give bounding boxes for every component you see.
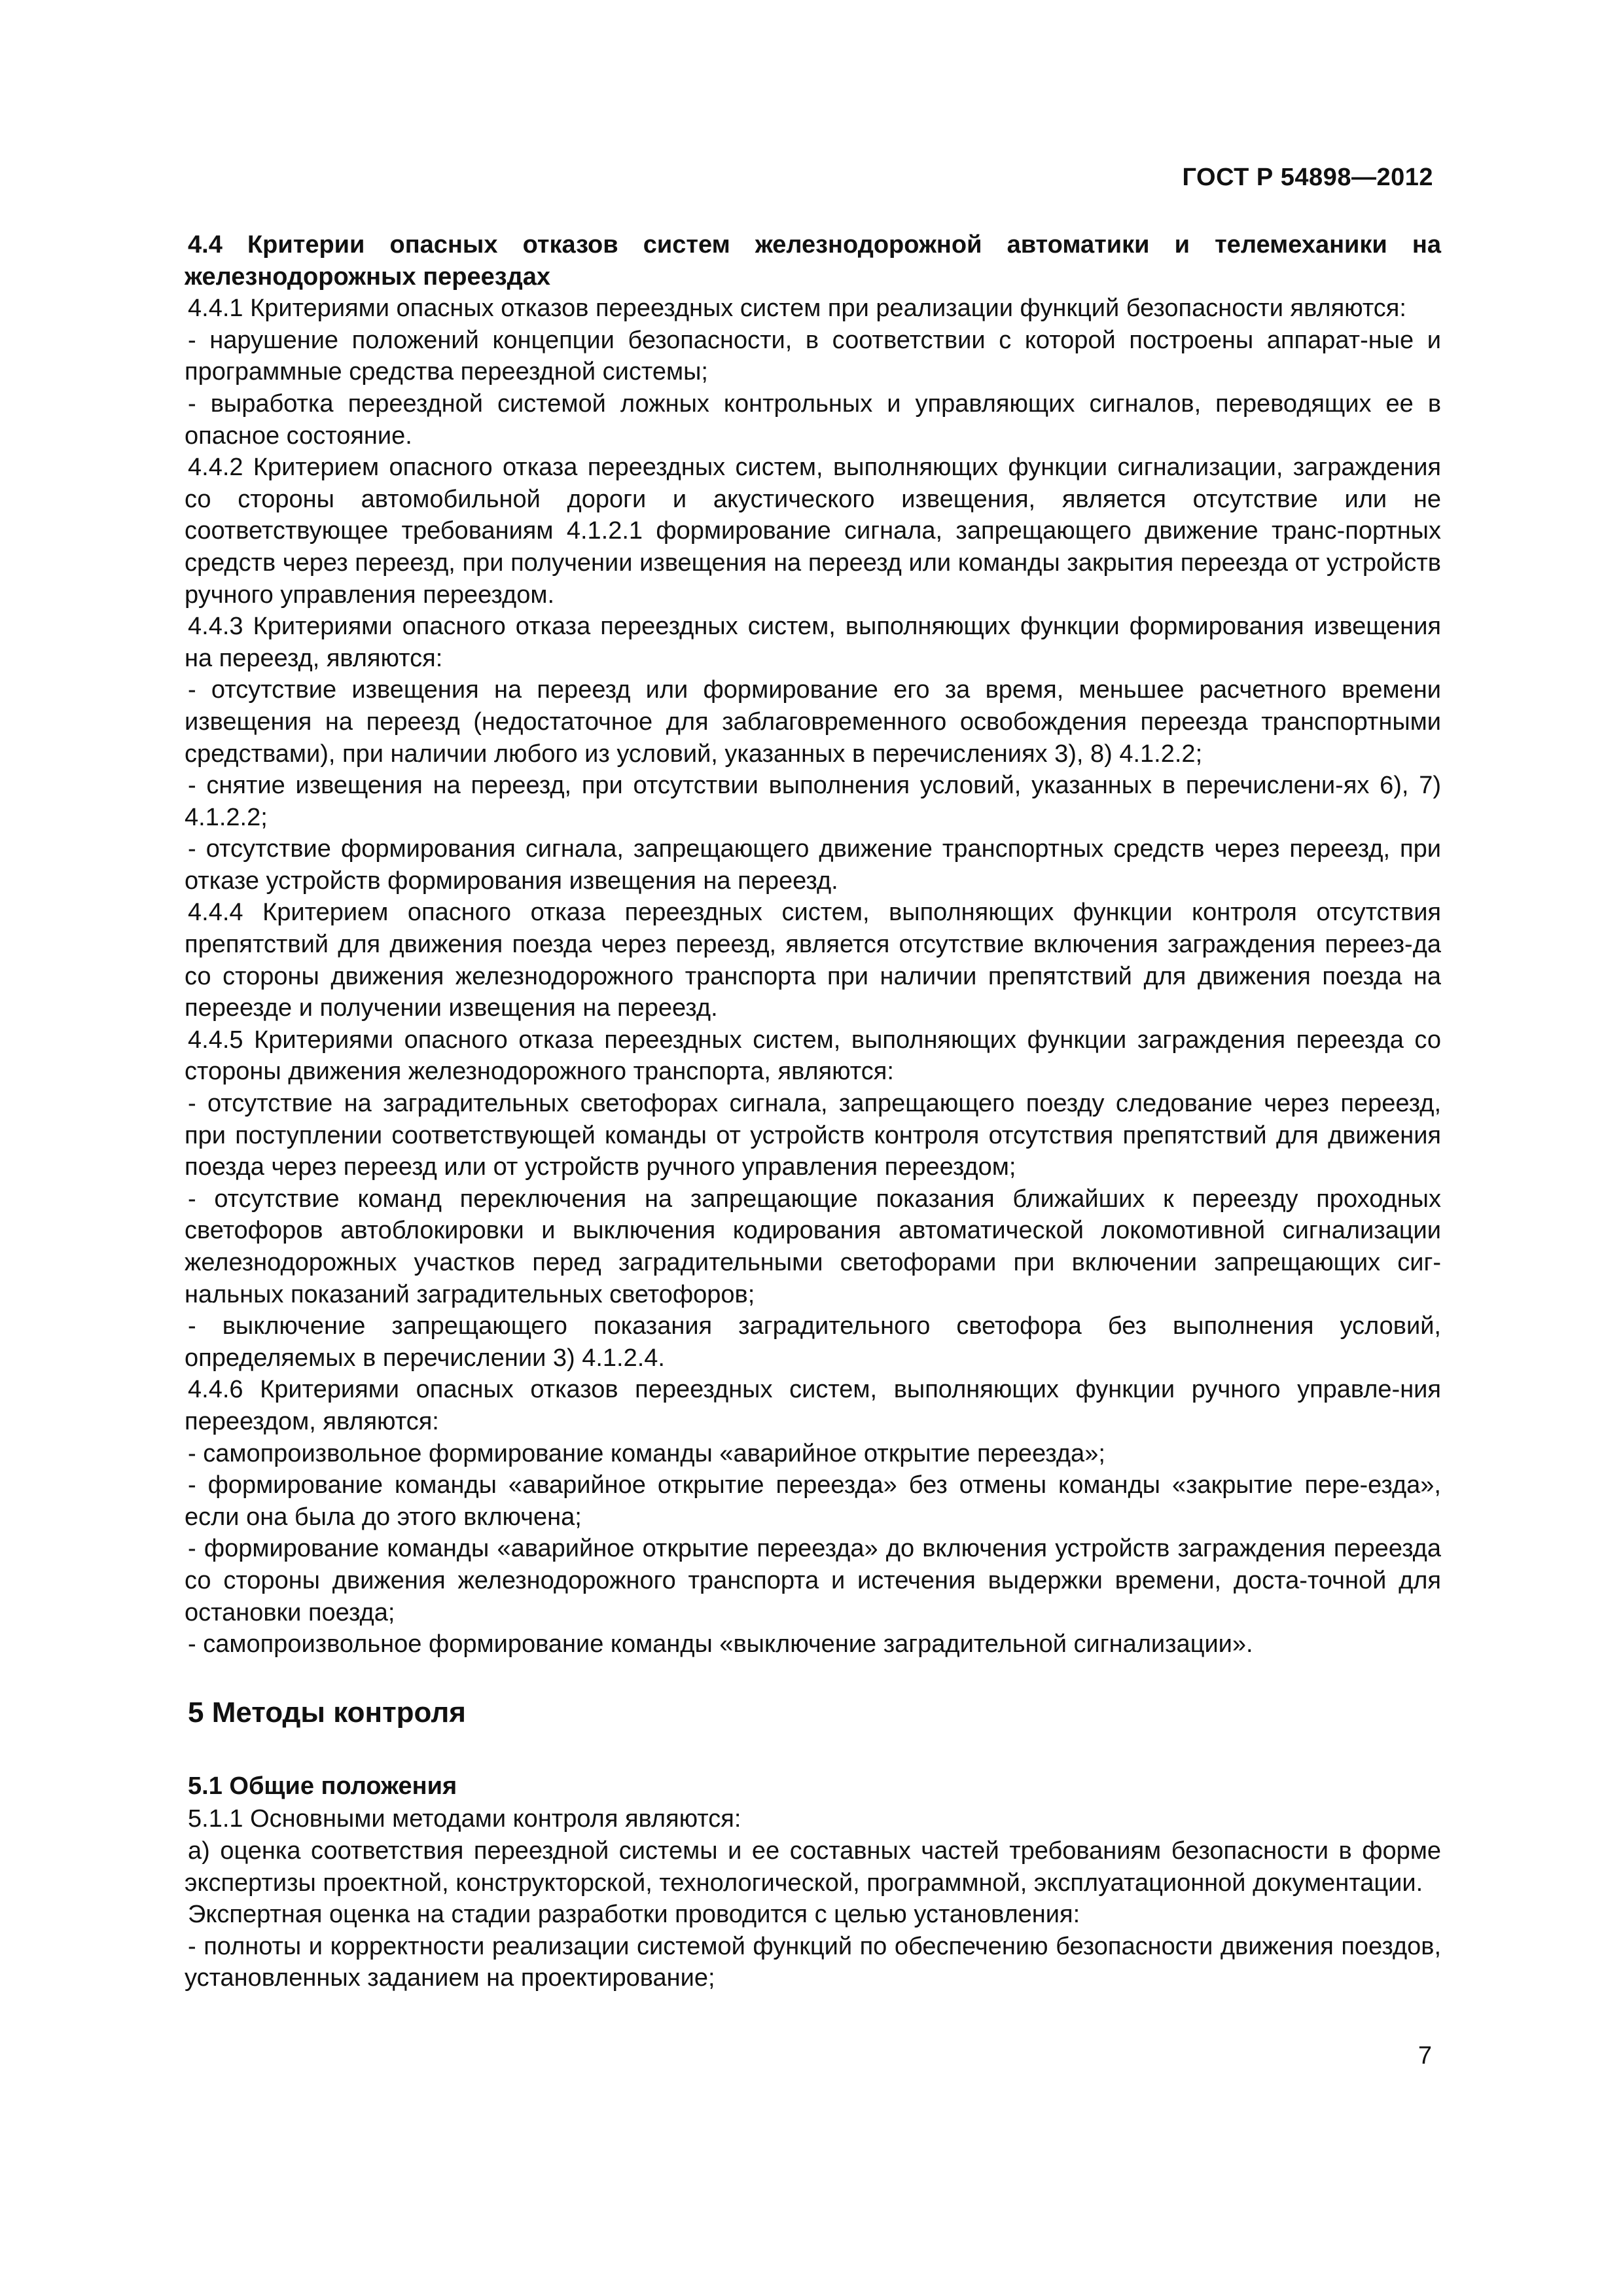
paragraph: - снятие извещения на переезд, при отсутствии выполнения условий, указанных в перечислени-ях 6), 7) 4.1.2.2; [185, 772, 1441, 831]
paragraph: - формирование команды «аварийное открытие переезда» без отмены команды «закрытие пере-езда», если она была до этого включена; [185, 1471, 1441, 1531]
paragraph: 4.4.4 Критерием опасного отказа переездных систем, выполняющих функции контроля отсутствия препятствий для движения поезда через переезд, является отсутствие включения заграждения переез-да со стороны движения железнодорожного транспорта при наличии препятствий для движения поезда на переезде и получении извещения на переезд. [185, 899, 1441, 1022]
section-4-4-title: 4.4 Критерии опасных отказов систем железнодорожной автоматики и телемеханики на железнодорожных переездах [185, 231, 1441, 291]
page-number: 7 [1418, 2042, 1432, 2070]
section-5-1-title: 5.1 Общие положения [188, 1772, 457, 1800]
paragraph: 4.4.3 Критериями опасного отказа переездных систем, выполняющих функции формирования извещения на переезд, являются: [185, 613, 1441, 672]
paragraph: - полноты и корректности реализации системой функций по обеспечению безопасности движения поездов, установленных заданием на проектирование; [185, 1932, 1441, 1992]
paragraph: 4.4.2 Критерием опасного отказа переездных систем, выполняющих функции сигнализации, заграждения со стороны автомобильной дороги и акустического извещения, является отсутствие или не соответствующее требованиям 4.1.2.1 формирование сигнала, запрещающего движение транс-портных средств через переезд, при получении извещения на переезд или команды закрытия переезда от устройств ручного управления переездом. [185, 454, 1441, 609]
document-body [185, 229, 1441, 1994]
paragraph: 4.4.5 Критериями опасного отказа переездных систем, выполняющих функции заграждения переезда со стороны движения железнодорожного транспорта, являются: [185, 1026, 1441, 1086]
paragraph: - отсутствие на заградительных светофорах сигнала, запрещающего поезду следование через переезд, при поступлении соответствующей команды от устройств контроля отсутствия препятствий для движения поезда через переезд или от устройств ручного управления переездом; [185, 1090, 1441, 1181]
paragraph: - отсутствие формирования сигнала, запрещающего движение транспортных средств через переезд, при отказе устройств формирования извещения на переезд. [185, 835, 1441, 895]
document-standard-number: ГОСТ Р 54898—2012 [1182, 164, 1433, 191]
paragraph: Экспертная оценка на стадии разработки проводится с целью установления: [188, 1901, 1080, 1929]
paragraph: 4.4.6 Критериями опасных отказов переездных систем, выполняющих функции ручного управле-ния переездом, являются: [185, 1376, 1441, 1435]
paragraph: - отсутствие команд переключения на запрещающие показания ближайших к переезду проходных светофоров автоблокировки и выключения кодирования автоматической локомотивной сигнализации железнодорожных участков перед заградительными светофорами при включении запрещающих сиг-нальных показаний заградительных светофоров; [185, 1185, 1441, 1308]
paragraph: - отсутствие извещения на переезд или формирование его за время, меньшее расчетного времени извещения на переезд (недостаточное для заблаговременного освобождения переезда транспортными средствами), при наличии любого из условий, указанных в перечислениях 3), 8) 4.1.2.2; [185, 676, 1441, 768]
paragraph: 5.1.1 Основными методами контроля являются: [188, 1805, 741, 1833]
paragraph: - выработка переездной системой ложных контрольных и управляющих сигналов, переводящих ее в опасное состояние. [185, 389, 1441, 450]
paragraph: - формирование команды «аварийное открытие переезда» до включения устройств заграждения переезда со стороны движения железнодорожного транспорта и истечения выдержки времени, доста-точной для остановки поезда; [185, 1535, 1441, 1626]
paragraph: - нарушение положений концепции безопасности, в соответствии с которой построены аппарат-ные и программные средства переездной системы; [185, 326, 1441, 386]
paragraph: - самопроизвольное формирование команды «аварийное открытие переезда»; [188, 1439, 1105, 1467]
paragraph: - самопроизвольное формирование команды «выключение заградительной сигнализации». [188, 1630, 1253, 1659]
paragraph: а) оценка соответствия переездной системы и ее составных частей требованиям безопасности в форме экспертизы проектной, конструкторской, технологической, программной, эксплуатационной документации. [185, 1837, 1441, 1897]
section-5-title: 5 Методы контроля [188, 1696, 466, 1729]
paragraph: - выключение запрещающего показания заградительного светофора без выполнения условий, определяемых в перечислении 3) 4.1.2.4. [185, 1312, 1441, 1372]
paragraph: 4.4.1 Критериями опасных отказов переездных систем при реализации функций безопасности являются: [188, 295, 1406, 323]
